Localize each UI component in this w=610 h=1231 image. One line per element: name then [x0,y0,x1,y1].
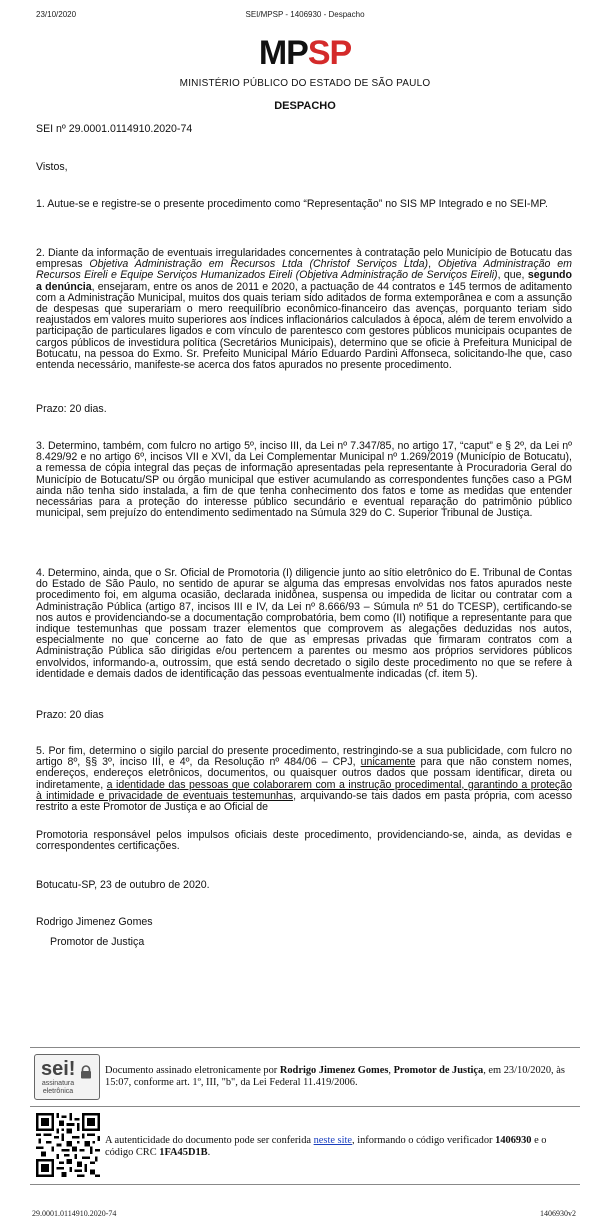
logo-mp: MP [258,34,308,72]
divider-middle [30,1106,580,1107]
paragraph-5-continued: Promotoria responsável pelos impulsos oficiais deste procedimento, providenciando-se, ainda, as devidas e correspondentes certificações. [36,829,572,853]
divider-top [30,1047,580,1048]
verify-link[interactable]: neste site [313,1135,352,1146]
authenticity-text: A autenticidade do documento pode ser conferida neste site, informando o código verificador 1406930 e o código CRC 1FA45D1B. [105,1135,547,1158]
sei-number: SEI nº 29.0001.0114910.2020-74 [36,123,193,135]
qr-code-icon [36,1113,100,1177]
paragraph-1: 1. Autue-se e registre-se o presente procedimento como “Representação” no SIS MP Integrado e no SEI-MP. [36,198,548,210]
paragraph-2: 2. Diante da informação de eventuais irregularidades concernentes à contratação pelo Município de Botucatu das empresas Objetiva Administração em Recursos Ltda (Christof Serviços Ltda), Objetiva Administração em Recursos Eireli e Equipe Serviços Humanizados Eireli (Objetiva Administração de Serviços Eireli), que, segundo a denúncia, ensejaram, entre os anos de 2011 e 2020, a pactuação de 44 contratos e 145 termos de aditamento com a Administração Municipal, muitos dos quais teriam sido aditados de forma extemporânea e com a assunção de despesas que superariam o mero reequilíbrio econômico-financeiro das avenças, porquanto teriam sido reajustados em valores muito superiores aos índices inflacionários calculados à época, além de terem envolvido a participação de particulares ligados e com vínculo de parentesco com gestores públicos municipais ocupantes de cargos públicos de investidura política (Secretários Municipais), determino que se oficie à Prefeitura Municipal de Botucatu, na pessoa do Exmo. Sr. Prefeito Municipal Mário Eduardo Pardini Affonseca, solicitando-lhe que, caso entenda necessário, manifeste-se acerca dos fatos apurados no presente procedimento. [36,247,572,372]
greeting: Vistos, [36,161,68,173]
footer-version: 1406930v2 [540,1209,576,1218]
header-title: SEI/MPSP - 1406930 - Despacho [245,10,365,19]
place-date: Botucatu-SP, 23 de outubro de 2020. [36,879,210,891]
signer-name: Rodrigo Jimenez Gomes [36,916,153,928]
document-title: DESPACHO [274,100,336,112]
mpsp-logo [0,36,610,70]
lock-icon [79,1065,93,1079]
signer-role: Promotor de Justiça [50,936,145,948]
logo-sp: SP [307,34,352,72]
paragraph-3: 3. Determino, também, com fulcro no artigo 5º, inciso III, da Lei nº 7.347/85, no artigo 17, “caput” e § 2º, da Lei nº 8.429/92 e no artigo 6º, incisos VII e XVI, da Lei Complementar Municipal nº 1.269/2019 (Município de Botucatu), a remessa de cópia integral das peças de informação apresentadas pela representante à Procuradoria Geral do Município de Botucatu/SP ou órgão municipal que estiver acumulando as correspondentes funções caso a PGM ainda não tenha sido instalada, a fim de que tenha conhecimento dos fatos e tome as medidas que entender necessárias para a proteção do interesse público secundário e eventual reparação do patrimônio público municipal, sem prejuízo do entendimento sedimentado na Súmula 329 do C. Superior Tribunal de Justiça. [36,440,572,520]
paragraph-4: 4. Determino, ainda, que o Sr. Oficial de Promotoria (I) diligencie junto ao sítio eletrônico do E. Tribunal de Contas do Estado de São Paulo, no sentido de apurar se alguma das empresas envolvidas nos fatos apurados neste procedimento foi, em alguma ocasião, declarada inidônea, suspensa ou impedida de licitar ou contratar com a Administração Pública (artigo 87, incisos III e IV, da Lei nº 8.666/93 – Súmula nº 51 do TCESP), certificando-se nos autos e providenciando-se a documentação comprobatória, bem como (II) notifique a representante para que indique testemunhas que possam trazer elementos que comprovem as alegações deduzidas nos autos, especialmente no que concerne ao fato de que as empresas privadas que firmaram contratos com a Administração Pública são dirigidas e/ou pertencem a parentes ou mesmo aos próprios servidores públicos envolvidos, informando-a, outrossim, que está sendo decretado o sigilo deste procedimento no que se refere à identidade e demais dados de identificação das pessoas eventualmente indicadas (cf. item 5). [36,567,572,680]
paragraph-5: 5. Por fim, determino o sigilo parcial do presente procedimento, restringindo-se a sua publicidade, com fulcro no artigo 8º, §§ 3º, inciso III, e 4º, da Resolução nº 484/06 – CPJ, unicamente para que não constem nomes, endereços, endereços eletrônicos, documentos, ou quaisquer outros dados que possam identificar, direta ou indiretamente, a identidade das pessoas que colaborarem com a instrução procedimental, garantindo a proteção à intimidade e privacidade de eventuais testemunhas, arquivando-se tais dados em pasta própria, com acesso restrito a este Promotor de Justiça e ao Oficial de [36,745,573,814]
sei-seal-icon: sei! assinatura eletrônica [34,1054,100,1100]
footer-process-number: 29.0001.0114910.2020-74 [32,1209,117,1218]
signature-text: Documento assinado eletronicamente por Rodrigo Jimenez Gomes, Promotor de Justiça, em 23/10/2020, às 15:07, conforme art. 1º, III, "b", da Lei Federal 11.419/2006. [105,1065,565,1088]
ministry-name: MINISTÉRIO PÚBLICO DO ESTADO DE SÃO PAULO [179,78,431,89]
prazo-1: Prazo: 20 dias. [36,403,107,415]
prazo-2: Prazo: 20 dias [36,709,104,721]
divider-bottom [30,1184,580,1185]
header-date: 23/10/2020 [36,10,77,19]
